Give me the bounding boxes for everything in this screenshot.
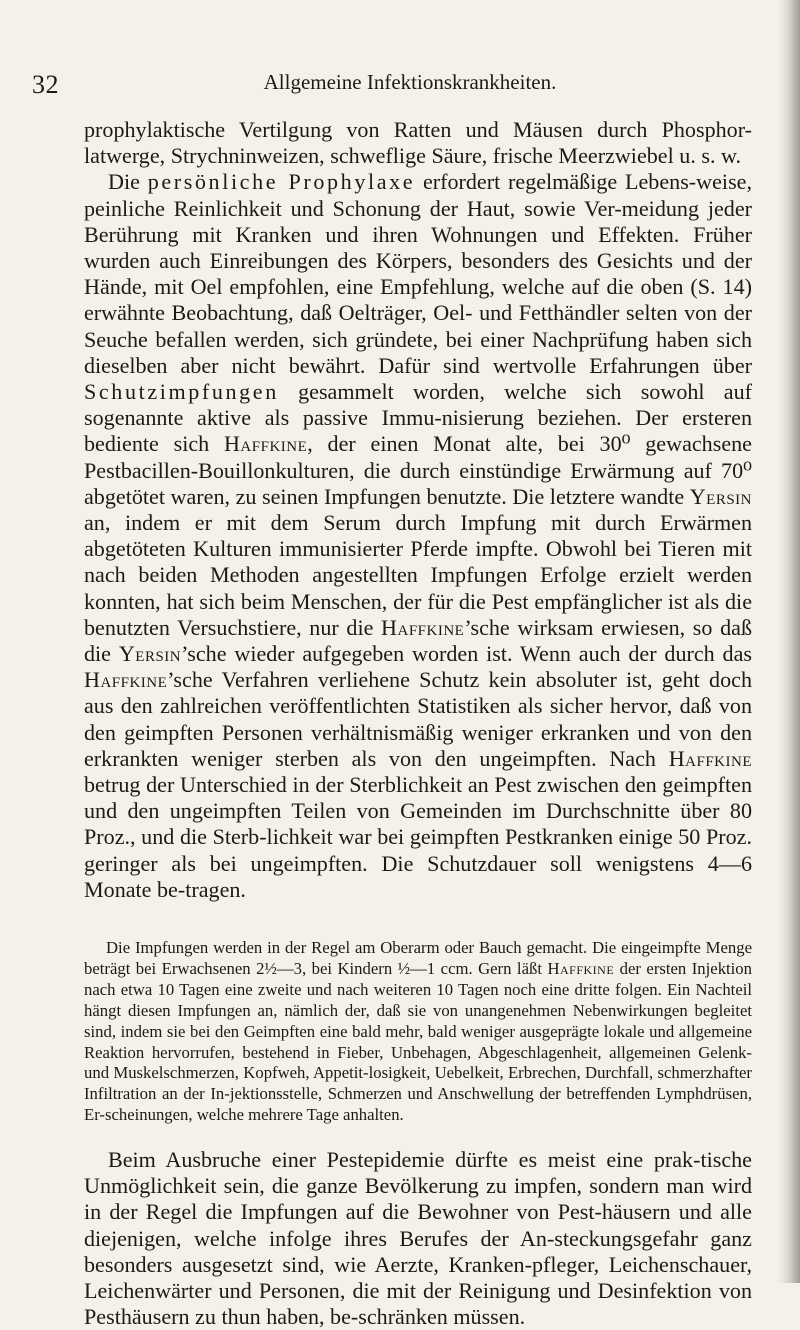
page-edge-shadow — [778, 0, 800, 1283]
running-head: Allgemeine Infektionskrankheiten. — [263, 70, 557, 94]
text-run: Die Impfungen werden in der Regel am Oberarm oder Bauch gemacht. Die eingeimpfte Menge beträgt bei Erwachsenen 2½—3, bei Kindern ½—1 ccm. Gern läßt — [84, 938, 752, 978]
name-haffkine: Haffkine — [381, 614, 465, 640]
text-run: der ersten Injektion nach etwa 10 Tagen eine zweite und nach weiteren 10 Tagen noch eine dritte folgen. Ein Nachteil hängt diesen Impfungen an, nämlich der, daß sie von unangenehmen Nebenwirkungen begleitet sind, indem sie bei den Geimpften eine bald mehr, bald weniger ausgeprägte lokale und allgemeine Reaktion hervorrufen, bestehend in Fieber, Unbehagen, Abgeschlagenheit, allgemeinen Gelenk- und Muskelschmerzen, Kopfweh, Appetit-losigkeit, Uebelkeit, Erbrechen, Durchfall, schmerzhafter Infiltration an der In-jektionsstelle, Schmerzen und Anschwellung der betreffenden Lymphdrüsen, Er-scheinungen, welche mehrere Tage anhalten. — [84, 958, 752, 1125]
text-run: , der einen Monat alte, bei 30⁰ gewachsene Pestbacillen-Bouillonkulturen, die durch einstündige Erwärmung auf 70⁰ abgetötet waren, zu seinen Impfungen benutzte. Die letztere wandte — [84, 431, 752, 509]
name-haffkine: Haffkine — [84, 667, 168, 693]
text-run: ’sche wirksam erwiesen, so daß die — [84, 614, 752, 667]
name-haffkine: Haffkine — [668, 745, 752, 771]
text-run: Die — [108, 169, 148, 195]
emphasis-schutzimpfungen: Schutzimpfungen — [84, 379, 279, 405]
main-text-block — [84, 117, 752, 903]
text-run: betrug der Unterschied in der Sterblichkeit an Pest zwischen den geimpften und den ungeimpften Teilen von Gemeinden im Durchschnitte über 80 Proz., und die Sterb-lichkeit war bei geimpften Pestkranken einige 50 Proz. geringer als bei ungeimpften. Die Schutzdauer soll wenigstens 4—6 Monate be-tragen. — [84, 772, 752, 902]
text-run: ’sche Verfahren verliehene Schutz kein absoluter ist, geht doch aus den zahlreichen veröffentlichten Statistiken als sicher hervor, daß von den geimpften Personen verhältnismäßig weniger erkranken und von den erkrankten weniger sterben als von den ungeimpften. Nach — [84, 667, 752, 771]
paragraph-prophylaxe — [84, 169, 752, 903]
text-run: gesammelt worden, welche sich sowohl auf sogenannte aktive als passive Immu-nisierung beziehen. Der ersteren bediente sich — [84, 379, 752, 457]
paragraph-epidemie: Beim Ausbruche einer Pestepidemie dürfte es meist eine prak-tische Unmöglichkeit sein, die ganze Bevölkerung zu impfen, sondern man wird in der Regel die Impfungen auf die Bewohner von Pest-häusern und alle diejenigen, welche infolge ihres Berufes der An-steckungsgefahr ganz besonders ausgesetzt sind, wie Aerzte, Kranken-pfleger, Leichenschauer, Leichenwärter und Personen, die mit der Reinigung und Desinfektion von Pesthäusern zu thun haben, be-schränken müssen. — [84, 1147, 752, 1330]
name-haffkine: Haffkine — [223, 431, 308, 457]
name-yersin: Yersin — [689, 483, 752, 509]
emphasis-persoenliche-prophylaxe: persönliche Prophylaxe — [147, 169, 416, 195]
name-haffkine: Haffkine — [547, 958, 615, 978]
name-yersin: Yersin — [118, 641, 182, 667]
page-number: 32 — [32, 70, 59, 99]
text-run: ’sche wieder aufgegeben worden ist. Wenn auch der durch das — [181, 641, 752, 667]
text-run: an, indem er mit dem Serum durch Impfung mit durch Erwärmen abgetöteten Kulturen immunisierter Pferde impfte. Obwohl bei Tieren mit nach beiden Methoden angestellten Impfungen Erfolge erzielt werden konnten, hat sich beim Menschen, der für die Pest empfänglicher ist als die benutzten Versuchstiere, nur die — [84, 510, 752, 640]
paragraph-continuation: prophylaktische Vertilgung von Ratten und Mäusen durch Phosphor-latwerge, Strychninweizen, schweflige Säure, frische Meerzwiebel u. s. w. — [84, 117, 752, 169]
text-run: erfordert regelmäßige Lebens-weise, peinliche Reinlichkeit und Schonung der Haut, sowie Ver-meidung jeder Berührung mit Kranken und ihren Wohnungen und Effekten. Früher wurden auch Einreibungen des Körpers, besonders des Gesichts und der Hände, mit Oel empfohlen, eine Empfehlung, welche auf die oben (S. 14) erwähnte Beobachtung, daß Oelträger, Oel- und Fetthändler selten von der Seuche befallen werden, sich gründete, bei einer Nachprüfung haben sich dieselben aber nicht bewährt. Dafür sind wertvolle Erfahrungen über — [84, 169, 752, 378]
small-print-note — [84, 938, 752, 1126]
